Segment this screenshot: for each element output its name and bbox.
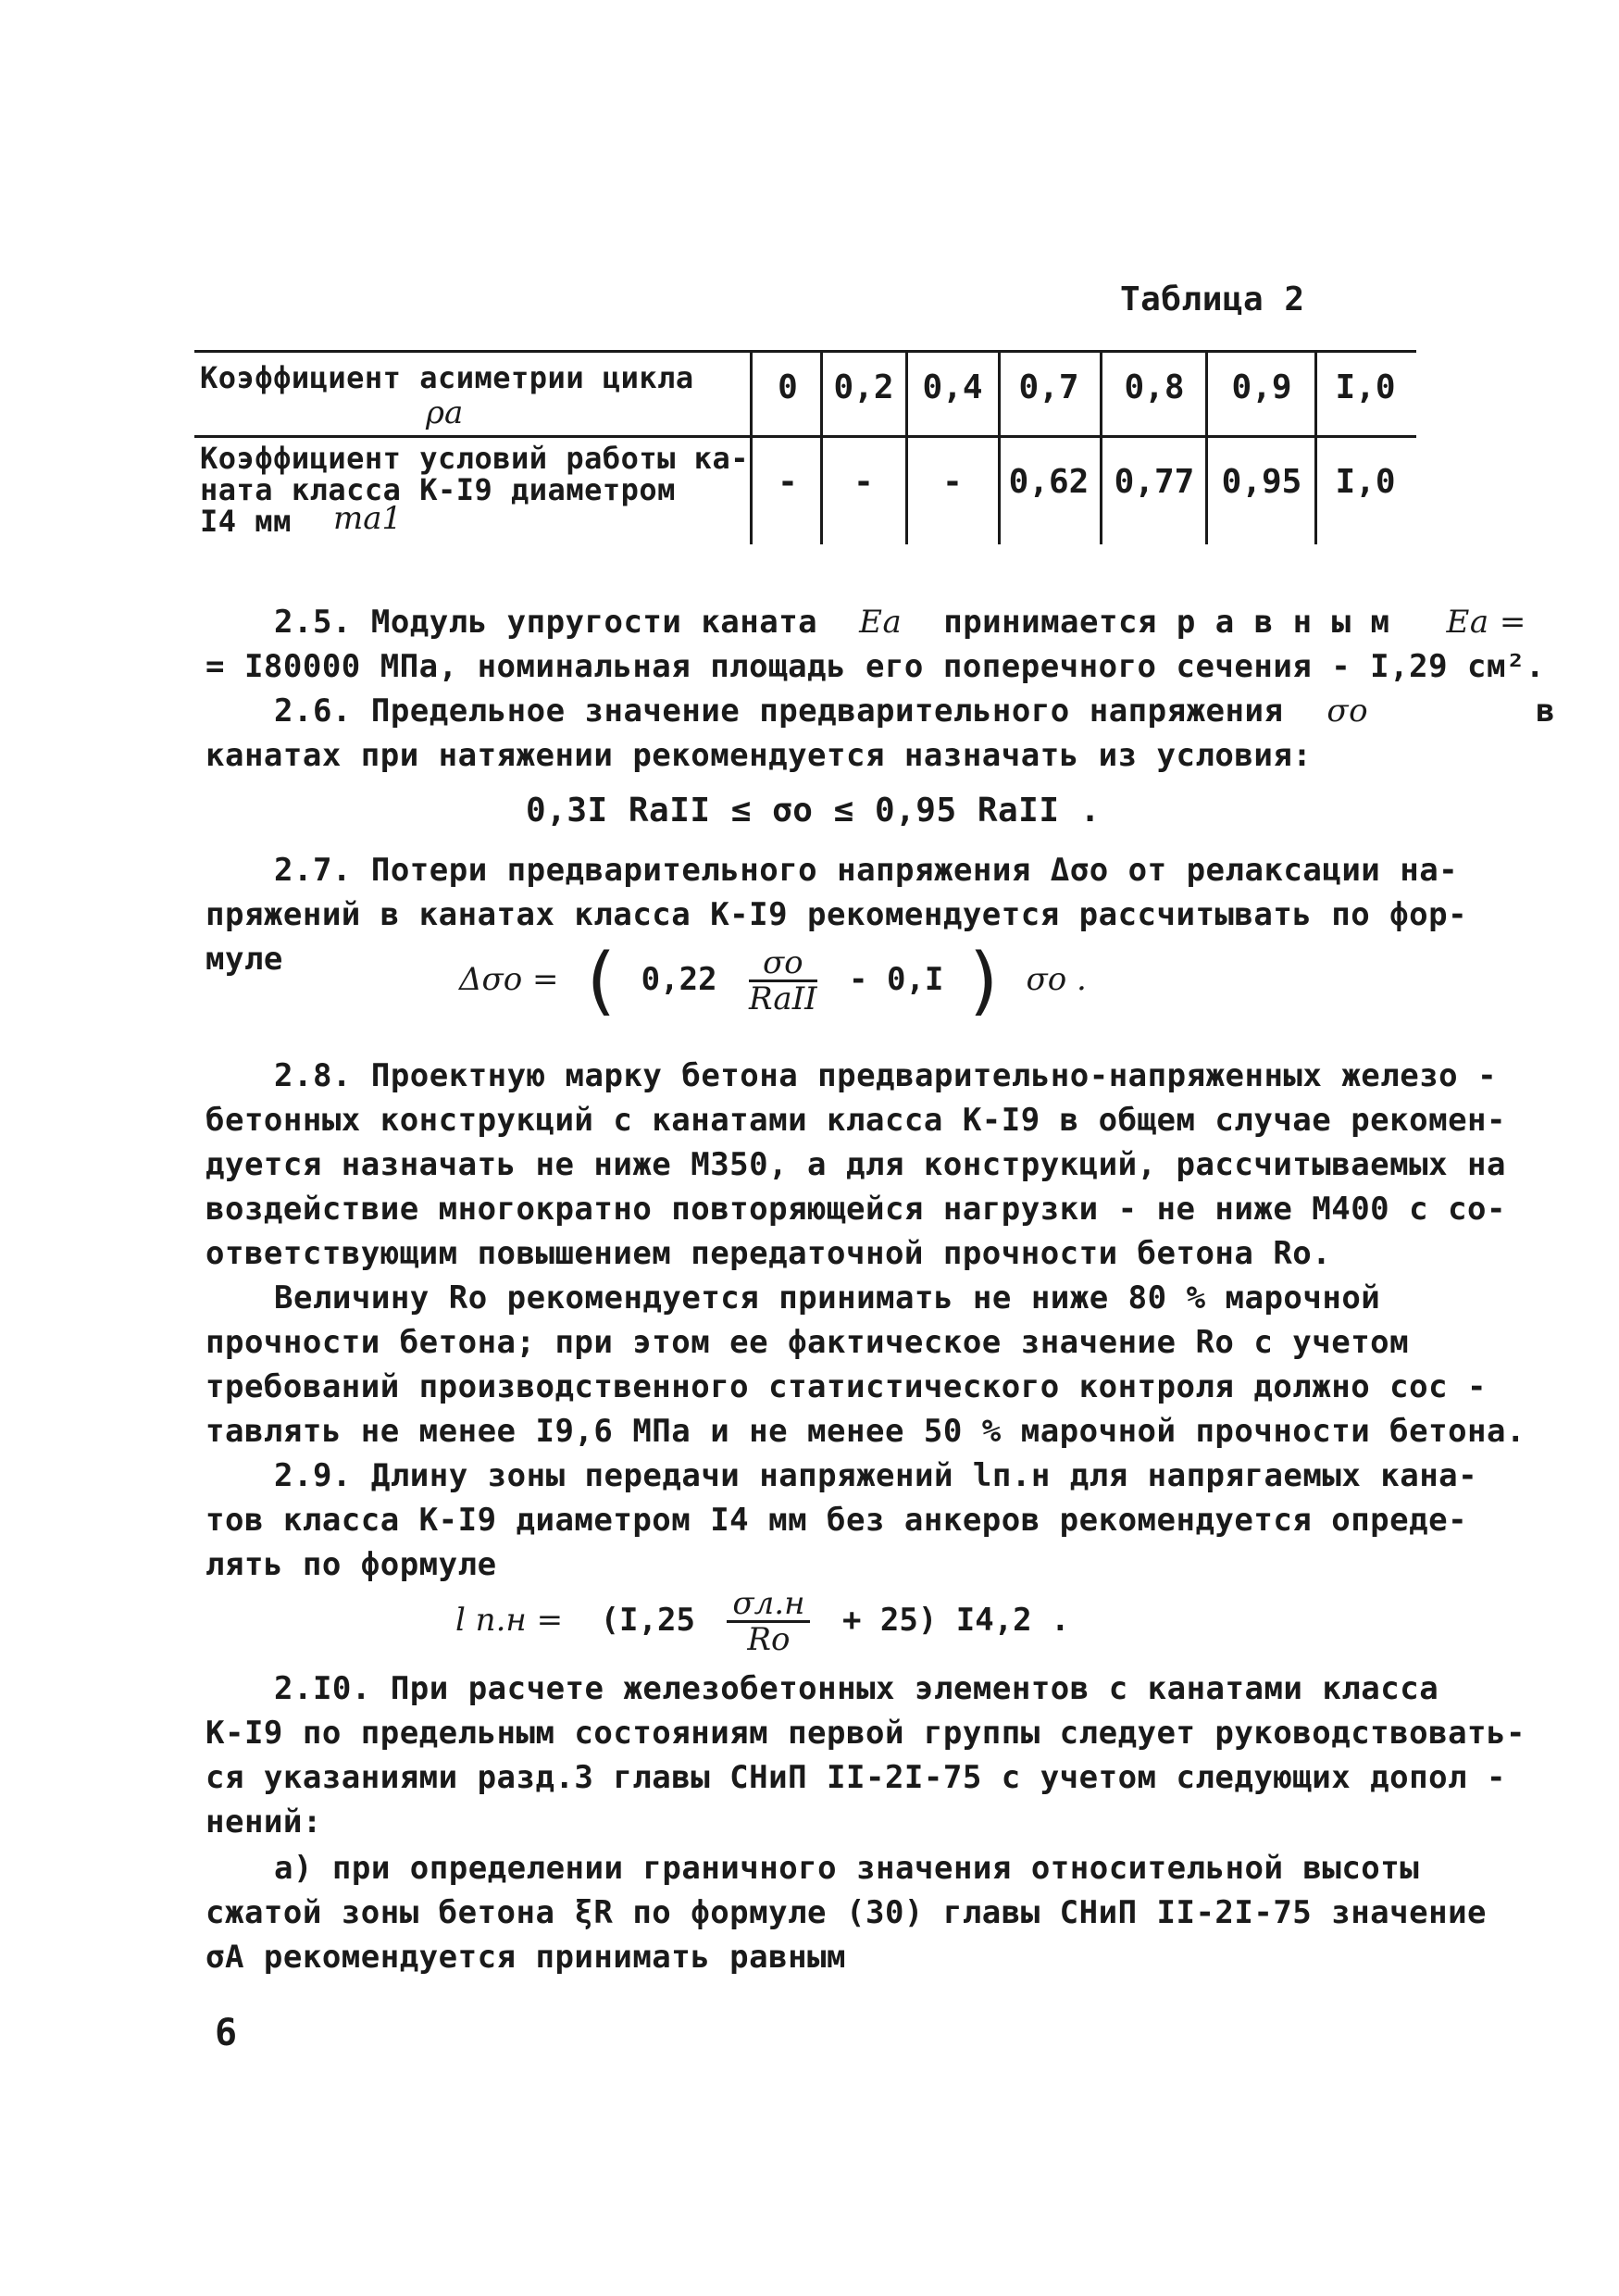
table-top-rule: [194, 350, 1416, 353]
p25-text-a: 2.5. Модуль упругости каната: [274, 604, 818, 641]
p26-symbol-sigma: σo: [1326, 693, 1369, 730]
table-cell: -: [778, 463, 798, 501]
paragraph-2-7-line3: муле: [205, 941, 283, 978]
coefficient-table: [194, 350, 1416, 544]
fraction-denominator: Ro: [747, 1621, 791, 1658]
formula-transfer-length: [455, 1587, 1070, 1656]
fraction-sigma-over-r: [749, 946, 817, 1016]
formula-condition: 0,3I RaII ≤ σo ≤ 0,95 RaII .: [526, 792, 1101, 830]
paragraph-2-9-line1: 2.9. Длину зоны передачи напряжений lп.н для напрягаемых кана-: [274, 1457, 1478, 1494]
paragraph-2-6-line2: канатах при натяжении рекомендуется назначать из условия:: [205, 737, 1313, 774]
p26-text-a: 2.6. Предельное значение предварительного напряжения: [274, 693, 1284, 730]
paragraph-2-10-line2: К-I9 по предельным состояниям первой группы следует руководствовать-: [205, 1715, 1526, 1752]
formula-transfer-lhs: l п.н =: [455, 1602, 564, 1639]
p26-text-b: в: [1536, 693, 1556, 730]
paren-close: ): [962, 937, 1008, 1024]
row-label-work-condition-line3: I4 мм: [200, 504, 292, 539]
row-label-work-condition-line2: ната класса К-I9 диаметром: [200, 472, 676, 507]
paragraph-2-8-line4: воздействие многократно повторяющейся нагрузки - не ниже М400 с со-: [205, 1191, 1506, 1228]
paragraph-2-10-line5: а) при определении граничного значения относительной высоты: [274, 1850, 1420, 1887]
paragraph-2-8-line3: дуется назначать не ниже М350, а для конструкций, рассчитываемых на: [205, 1146, 1506, 1183]
table-col-divider: [998, 350, 1001, 544]
table-cell: 0,8: [1124, 368, 1185, 406]
fraction-numerator: σл.н: [727, 1587, 810, 1623]
paragraph-2-10-line1: 2.I0. При расчете железобетонных элементов с канатами класса: [274, 1670, 1439, 1707]
table-cell: -: [853, 463, 874, 501]
paragraph-2-9-line2: тов класса К-I9 диаметром I4 мм без анкеров рекомендуется опреде-: [205, 1502, 1468, 1539]
paragraph-2-8-line5: ответствующим повышением передаточной прочности бетона Ro.: [205, 1235, 1332, 1272]
table-cell: 0,95: [1221, 463, 1302, 501]
paragraph-2-10-line7: σA рекомендуется принимать равным: [205, 1939, 847, 1976]
table-cell: 0,2: [833, 368, 894, 406]
row-label-work-condition: Коэффициент условий работы ка-: [200, 441, 749, 476]
formula-relax-lhs: Δσo =: [459, 961, 559, 998]
paragraph-2-8-line2: бетонных конструкций с канатами класса К-I9 в общем случае рекомен-: [205, 1102, 1506, 1139]
row-label-asymmetry: Коэффициент асиметрии цикла: [200, 360, 694, 395]
paragraph-2-8-line1: 2.8. Проектную марку бетона предварительно-напряженных железо -: [274, 1057, 1498, 1094]
p25-text-b: принимается р а в н ы м: [943, 604, 1390, 641]
p25-symbol-ea: Ea: [859, 604, 903, 641]
table-cell: I,0: [1335, 463, 1396, 501]
table-cell: 0,7: [1018, 368, 1079, 406]
paragraph-2-5-line1: [274, 600, 1526, 644]
formula-relax-const: 0,22: [641, 961, 717, 998]
table-cell: 0: [778, 368, 798, 406]
paragraph-2-9-line3: лять по формуле: [205, 1546, 497, 1583]
page-number: 6: [215, 2012, 238, 2054]
formula-relax-end: σo .: [1026, 961, 1087, 998]
paragraph-2-8-line7: прочности бетона; при этом ее фактическое значение Ro с учетом: [205, 1324, 1410, 1361]
row-label-work-condition-symbol: ma1: [333, 500, 403, 537]
paragraph-2-6-line1: [274, 689, 1555, 733]
table-cell: I,0: [1335, 368, 1396, 406]
table-cell: -: [942, 463, 963, 501]
paragraph-2-8-line9: тавлять не менее I9,6 МПа и не менее 50 % марочной прочности бетона.: [205, 1413, 1526, 1450]
paren-open: (: [578, 937, 623, 1024]
p25-symbol-ea2: Ea =: [1446, 604, 1526, 641]
paragraph-2-7-line2: пряжений в канатах класса К-I9 рекомендуется рассчитывать по фор-: [205, 896, 1468, 933]
table-cell: 0,77: [1114, 463, 1195, 501]
paragraph-2-8-line6: Величину Ro рекомендуется принимать не ниже 80 % марочной: [274, 1279, 1381, 1316]
table-cell: 0,9: [1231, 368, 1292, 406]
paragraph-2-10-line6: сжатой зоны бетона ξR по формуле (30) главы СНиП II-2I-75 значение: [205, 1894, 1488, 1931]
fraction-numerator: σo: [749, 946, 817, 982]
table-col-divider: [1314, 350, 1317, 544]
paragraph-2-5-line2: = I80000 МПа, номинальная площадь его поперечного сечения - I,29 см².: [205, 648, 1545, 685]
formula-transfer-open: (I,25: [600, 1602, 695, 1639]
table-col-divider: [905, 350, 908, 544]
table-mid-rule: [194, 435, 1416, 438]
formula-relax-tail: - 0,I: [849, 961, 944, 998]
table-cell: 0,62: [1008, 463, 1090, 501]
paragraph-2-8-line8: требований производственного статистического контроля должно сос -: [205, 1368, 1488, 1405]
table-col-divider: [1205, 350, 1208, 544]
table-caption: Таблица 2: [1120, 281, 1305, 318]
table-col-divider: [1100, 350, 1102, 544]
paragraph-2-10-line4: нений:: [205, 1803, 322, 1841]
formula-relaxation: [459, 937, 1087, 1024]
row-label-asymmetry-symbol: ρa: [426, 394, 464, 431]
fraction-sigma-over-ro: [727, 1587, 810, 1656]
fraction-denominator: RaII: [749, 980, 817, 1017]
table-cell: 0,4: [922, 368, 983, 406]
paragraph-2-7-line1: 2.7. Потери предварительного напряжения Δσo от релаксации на-: [274, 852, 1459, 889]
formula-transfer-tail: + 25) I4,2 .: [841, 1602, 1070, 1639]
paragraph-2-10-line3: ся указаниями разд.3 главы СНиП II-2I-75 с учетом следующих допол -: [205, 1759, 1506, 1796]
